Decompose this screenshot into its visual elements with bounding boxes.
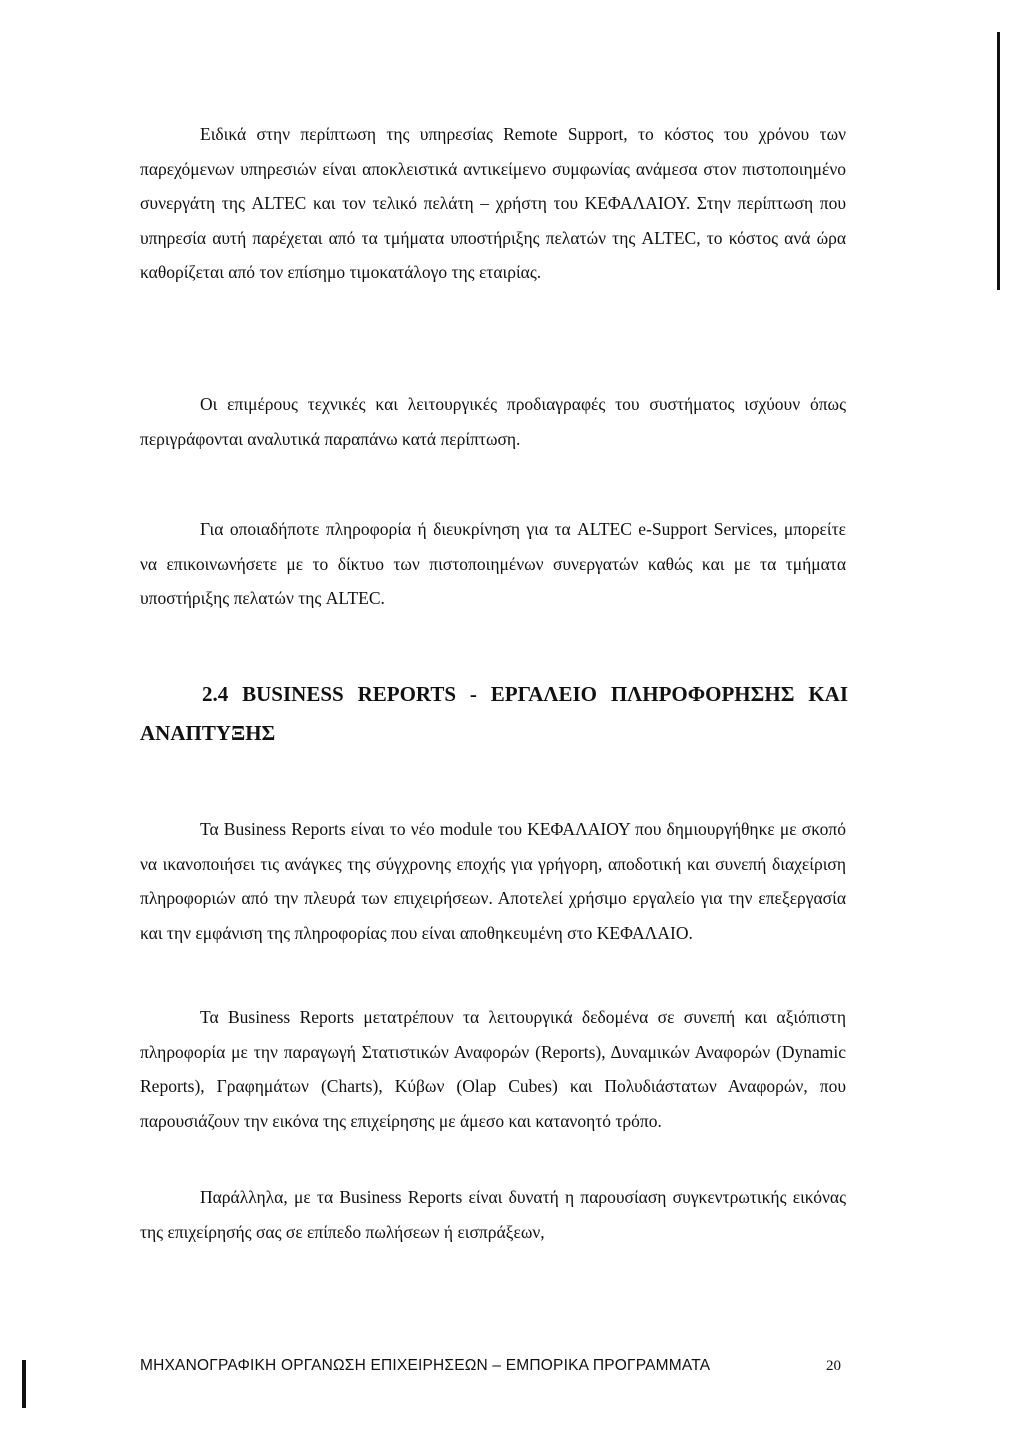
scan-edge-line-left (22, 1360, 26, 1408)
page-number: 20 (826, 1358, 841, 1374)
paragraph-contact-info: Για οποιαδήποτε πληροφορία ή διευκρίνηση για τα ALTEC e-Support Services, μπορείτε να επικοινωνήσετε με το δίκτυο των πιστοποιημένων συνεργατών καθώς και με τα τμήματα υποστήριξης πελατών της ALTEC. (140, 519, 846, 608)
paragraph-business-reports-features: Τα Business Reports μετατρέπουν τα λειτουργικά δεδομένα σε συνεπή και αξιόπιστη πληροφορία με την παραγωγή Στατιστικών Αναφορών (Reports), Δυναμικών Αναφορών (Dynamic Reports), Γραφημάτων (Charts), Κύβων (Olap Cubes) και Πολυδιάστατων Αναφορών, που παρουσιάζουν την εικόνα της επιχείρησης με άμεσο και κατανοητό τρόπο. (140, 1007, 846, 1131)
paragraph-business-reports-intro: Τα Business Reports είναι το νέο module του ΚΕΦΑΛΑΙΟΥ που δημιουργήθηκε με σκοπό να ικανοποιήσει τις ανάγκες της σύγχρονης εποχής για γρήγορη, αποδοτική και συνεπή διαχείριση πληροφοριών από την πλευρά των επιχειρήσεων. Αποτελεί χρήσιμο εργαλείο για την επεξεργασία και την εμφάνιση της πληροφορίας που είναι αποθηκευμένη στο ΚΕΦΑΛΑΙΟ. (140, 819, 846, 943)
paragraph-business-reports-overview: Παράλληλα, με τα Business Reports είναι δυνατή η παρουσίαση συγκεντρωτικής εικόνας της επιχείρησής σας σε επίπεδο πωλήσεων ή εισπράξεων, (140, 1187, 846, 1242)
paragraph-specifications: Οι επιμέρους τεχνικές και λειτουργικές προδιαγραφές του συστήματος ισχύουν όπως περιγράφονται αναλυτικά παραπάνω κατά περίπτωση. (140, 394, 846, 449)
footer-title: ΜΗΧΑΝΟΓΡΑΦΙΚΗ ΟΡΓΑΝΩΣΗ ΕΠΙΧΕΙΡΗΣΕΩΝ – ΕΜΠΟΡΙΚΑ ΠΡΟΓΡΑΜΜΑΤΑ (140, 1357, 711, 1374)
paragraph-remote-support-cost: Ειδικά στην περίπτωση της υπηρεσίας Remote Support, το κόστος του χρόνου των παρεχόμενων υπηρεσιών είναι αποκλειστικά αντικείμενο συμφωνίας ανάμεσα στον πιστοποιημένο συνεργάτη της ALTEC και τον τελικό πελάτη – χρήστη του ΚΕΦΑΛΑΙΟΥ. Στην περίπτωση που υπηρεσία αυτή παρέχεται από τα τμήματα υποστήριξης πελατών της ALTEC, το κόστος ανά ώρα καθορίζεται από τον επίσημο τιμοκατάλογο της εταιρίας. (140, 124, 846, 282)
section-heading: 2.4 BUSINESS REPORTS - ΕΡΓΑΛΕΙΟ ΠΛΗΡΟΦΟΡΗΣΗΣ ΚΑΙ ΑΝΑΠΤΥΞΗΣ (140, 682, 848, 745)
scan-edge-line-right (997, 32, 1000, 290)
